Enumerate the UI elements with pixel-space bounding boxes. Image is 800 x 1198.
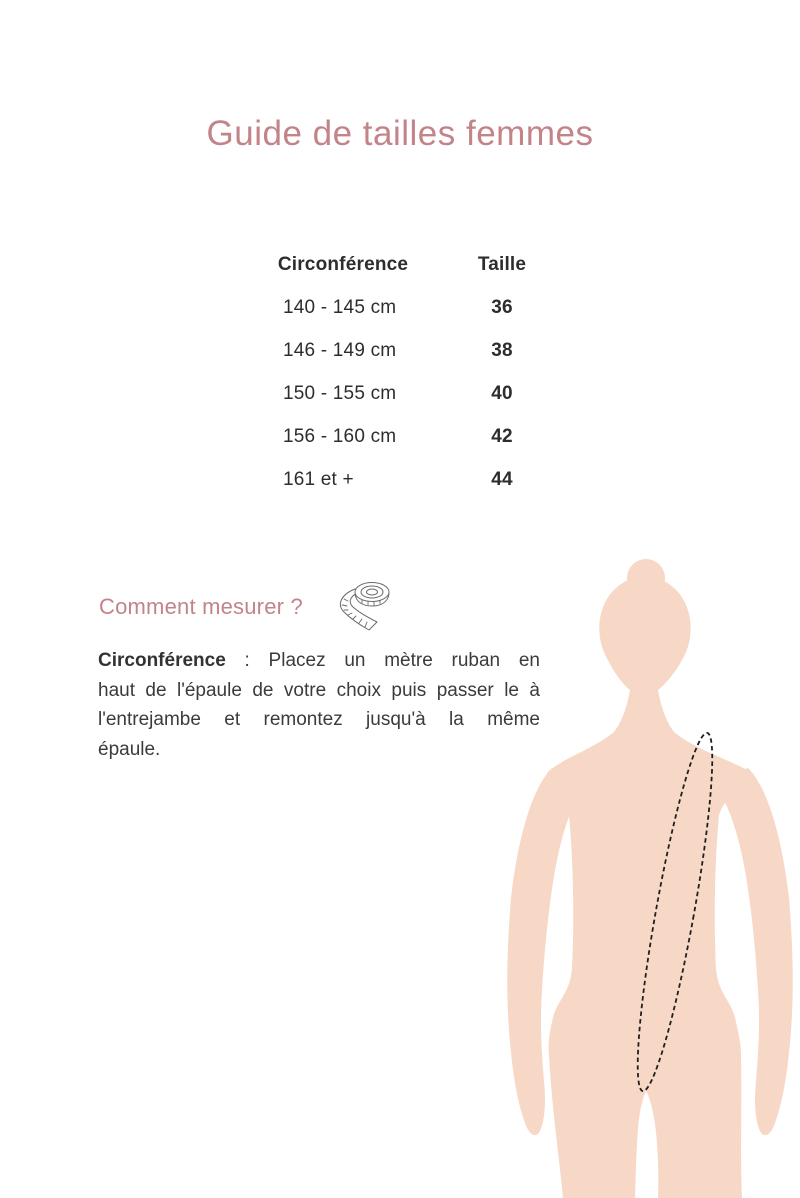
paragraph-text: : Placez un mètre ruban en [225,650,540,671]
page-title: Guide de tailles femmes [206,114,594,153]
table-header-size: Taille [477,253,527,275]
paragraph-line [98,646,540,676]
table-header-circumference: Circonférence [277,253,409,275]
table-row-circumference: 150 - 155 cm [283,382,397,404]
table-row-circumference: 146 - 149 cm [283,339,397,361]
body-shape [547,576,753,1198]
table-row-size: 40 [491,382,513,404]
paragraph-line: l'entrejambe et remontez jusqu'à la même [98,709,540,730]
paragraph-line: haut de l'épaule de votre choix puis passer le à [98,679,540,701]
table-row-circumference: 161 et + [283,468,354,490]
size-table [268,243,586,501]
how-to-measure-heading: Comment mesurer ? [99,594,303,619]
paragraph-line: épaule. [98,738,161,760]
table-row-size: 44 [491,468,513,490]
table-row-size: 38 [491,339,513,361]
tape-roll-center [367,589,378,595]
paragraph-lead-term: Circonférence [98,650,226,671]
measuring-instructions [98,646,540,764]
table-row-size: 36 [491,296,513,318]
female-silhouette-illustration [490,540,800,1198]
measuring-tape-icon [336,577,394,639]
table-row-size: 42 [491,425,513,447]
table-row-circumference: 156 - 160 cm [283,425,397,447]
table-row-circumference: 140 - 145 cm [283,296,397,318]
